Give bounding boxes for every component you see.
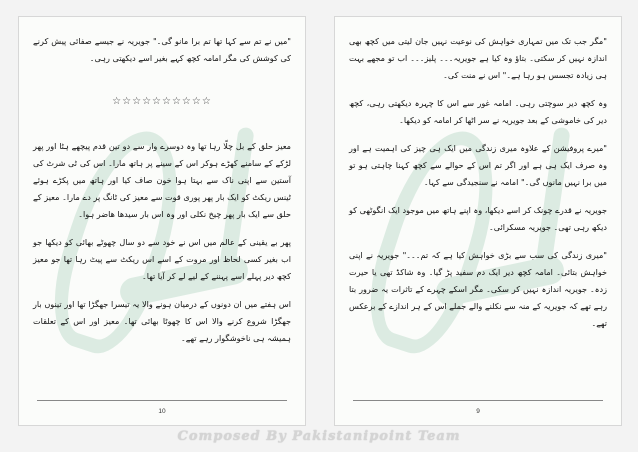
section-separator: ☆☆☆☆☆☆☆☆☆☆ xyxy=(112,96,212,107)
footer-rule xyxy=(353,400,603,401)
paragraph: "میرے پروفیشن کے علاوہ میری زندگی میں ایک ہی چیز کی اہمیت ہے اور وہ صرف ایک ہی ہے اور اگر تم اس کے حوالے سے کچھ کہنا چاہتی ہو تو میں برا نہیں مانوں گی۔" امامہ نے سنجیدگی سے کہا۔ xyxy=(349,143,607,187)
page-number: 9 xyxy=(476,408,480,415)
left-page xyxy=(18,16,306,426)
right-page-text xyxy=(335,17,621,332)
left-page-text xyxy=(19,17,305,347)
paragraph: "مگر جب تک میں تمہاری خواہش کی نوعیت نہیں جان لیتی میں کچھ بھی اندازہ نہیں کر سکتی۔ بتاؤ وہ کیا ہے جویریہ۔۔۔ پلیز۔۔۔ اب تو مجھے بہت ہی زیادہ تجسس ہو رہا ہے۔" اس نے منت کی۔ xyxy=(349,36,607,80)
footer-rule xyxy=(37,400,287,401)
paragraph: معیز حلق کے بل چلّا رہا تھا وہ دوسرے وار سے دو تین قدم پیچھے ہٹا اور پھر لڑکے کے سامنے کھڑے ہوکر اس کے سینے پر ہاتھ مارا۔ اس کی ٹی شرٹ کی آستین سے اپنی ناک سے بہتا ہوا خون صاف کیا اور ہاتھ میں پکڑے ہوئے ٹینس ریکٹ کو ایک بار پھر پوری قوت سے معیز کی ٹانگ پر دے مارا۔ معیز کے حلق سے ایک بار پھر چیخ نکلی اور وہ اس بار سیدھا ھاضر ہوا۔ xyxy=(33,141,291,219)
paragraph: اس ہفتے میں ان دونوں کے درمیان ہونے والا یہ تیسرا جھگڑا تھا اور تینوں بار جھگڑا شروع کرنے والا اس کا چھوٹا بھائی تھا۔ معیز اور اس کے تعلقات ہمیشہ ہی ناخوشگوار رہے تھے۔ xyxy=(33,299,291,343)
paragraph: وہ کچھ دیر سوچتی رہی۔ امامہ غور سے اس کا چہرہ دیکھتی رہی، کچھ دیر کی خاموشی کے بعد جویریہ نے سر اٹھا کر امامہ کو دیکھا۔ xyxy=(349,98,607,125)
page-number: 10 xyxy=(158,408,166,415)
composer-credit: Composed By Pakistanipoint Team xyxy=(177,429,461,444)
paragraph: جویریہ نے قدرے چونک کر اسے دیکھا، وہ اپنے ہاتھ میں موجود ایک انگوٹھی کو دیکھ رہی تھی۔ جویریہ مسکرائی۔ xyxy=(349,205,607,232)
paragraph: پھر بے یقینی کے عالم میں اس نے خود سے دو سال چھوٹے بھائی کو دیکھا جو اب بغیر کسی لحاظ اور مروت کے اسے اس ریکٹ سے پیٹ رہا تھا جو معیز کچھ دیر پہلے اسے پہننے کے لیے لے کر آیا تھا۔ xyxy=(33,237,291,281)
paragraph: "میری زندگی کی سب سے بڑی خواہش کیا ہے کہ تم۔۔۔" جویریہ نے اپنی خواہش بتائی۔ امامہ کچھ دیر ایک دم سفید پڑ گیا۔ وہ شاکڈ تھی یا حیرت زدہ۔ جویریہ اندازہ نہیں کر سکی۔ مگر اسکے چہرے کے تاثرات یہ ضرور بتا رہے تھے کہ جویریہ کے منہ سے نکلنے والے جملے اس کے ہر اندازے کے برعکس تھے۔ xyxy=(349,250,607,328)
paragraph: "میں نے تم سے کہا تھا تم برا مانو گی۔" جویریہ نے جیسے صفائی پیش کرنے کی کوشش کی مگر امامہ کچھ کہے بغیر اسے دیکھتی رہی۔ xyxy=(33,36,291,63)
right-page xyxy=(334,16,622,426)
